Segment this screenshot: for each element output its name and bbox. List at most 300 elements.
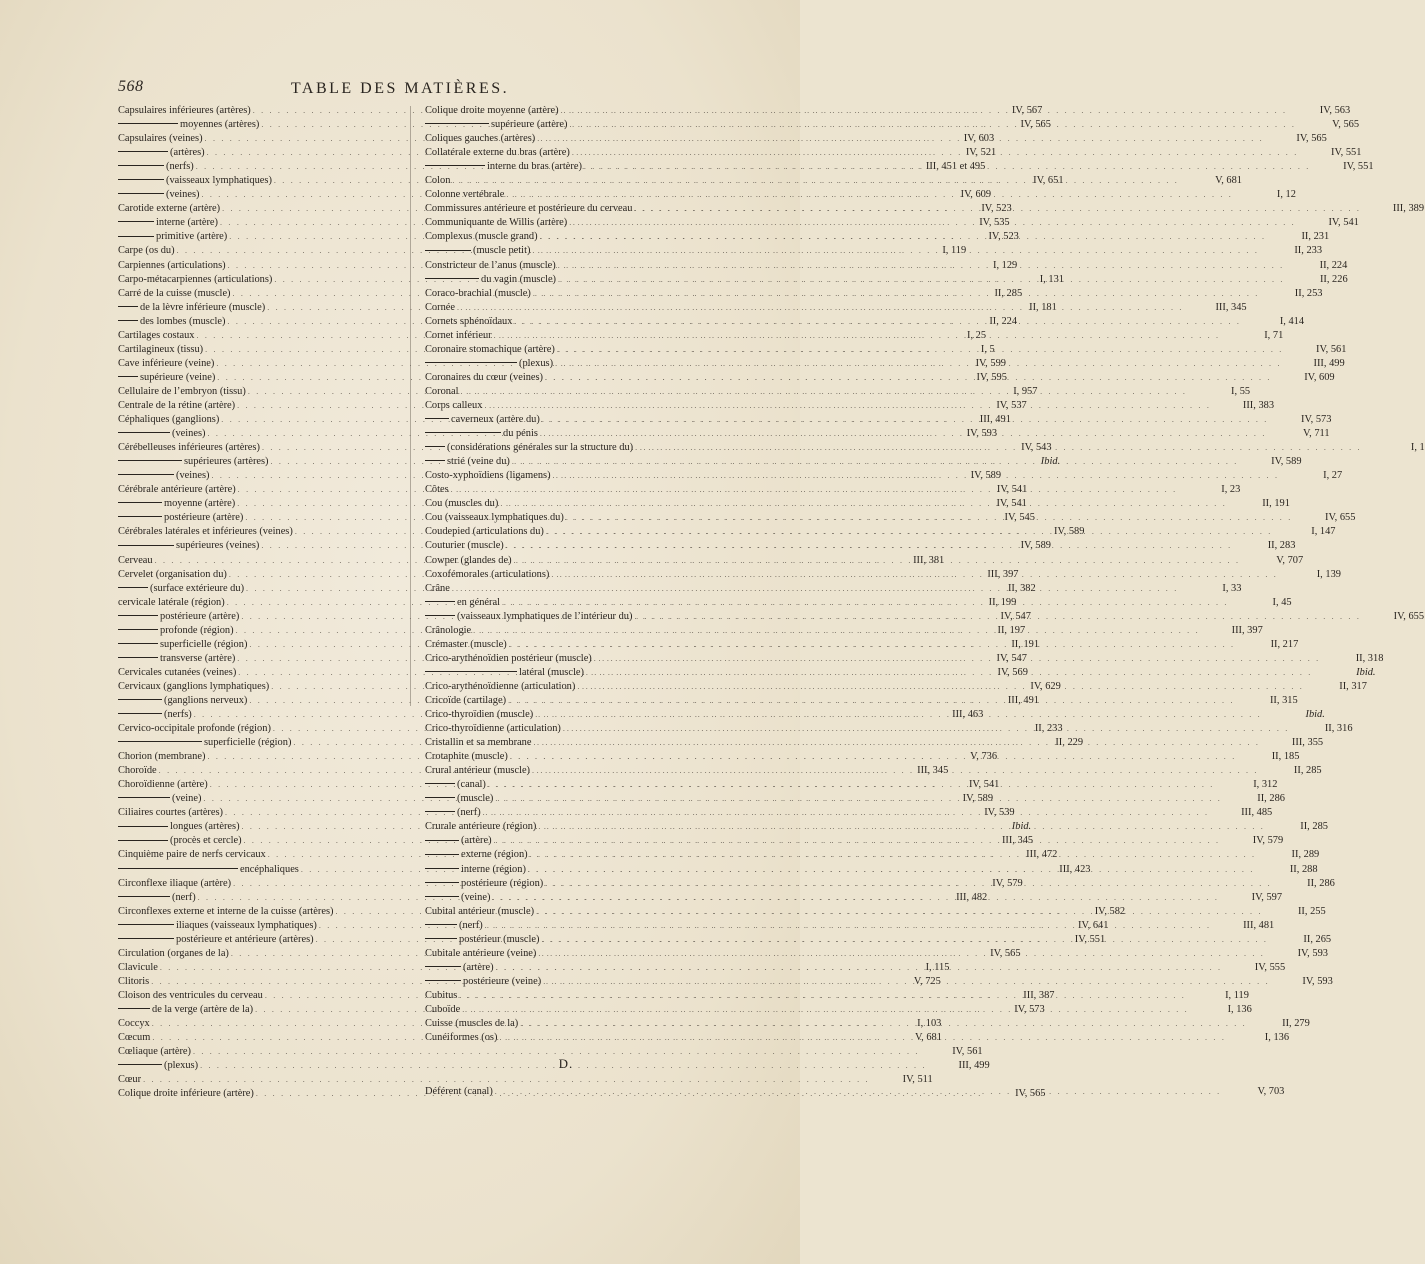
ditto-rule [118,797,170,798]
entry-text: (veine) [172,793,202,805]
entry-label [425,877,543,891]
entry-text: postérieure et antérieure (artères) [176,933,314,945]
entry-text: Coliques gauches (artères) [425,133,536,145]
entry-label [118,834,242,848]
entry-text: Cubitale antérieure (veine) [425,947,537,959]
entry-text: Cérébrale antérieure (artère) [118,484,236,496]
dot-leader [514,315,1241,329]
dot-leader [462,1003,1189,1017]
entry-reference: IV, 537 [996,399,1027,411]
dot-leader [634,202,1361,216]
entry-label [118,778,208,792]
entry-reference: II, 199 [988,596,1017,608]
dot-leader [538,820,1265,834]
entry-text: Cou (muscles du) [425,498,499,510]
ditto-rule [118,151,168,152]
entry-reference: III, 485 [1241,807,1273,819]
entry-reference: IV, 573 [1014,1004,1045,1015]
entry-label [118,820,240,834]
column-divider [410,106,411,706]
entry-text: Carré de la cuisse (muscle) [118,287,231,299]
entry-text: supérieure (artère) [491,119,568,131]
entry-reference: II, 233 [1034,723,1063,735]
entry-reference: III, 463 [952,709,984,721]
entry-label [118,792,201,806]
entry-text: Cuboïde [425,1004,461,1015]
entry-reference: IV, 551 [1343,161,1374,173]
entry-text: Carpiennes (articulations) [118,259,226,271]
entry-reference: II, 382 [1007,582,1036,594]
entry-label [118,399,235,413]
dot-leader [536,905,1263,919]
entry-label [118,427,205,441]
entry-label [118,708,192,722]
entry-label [118,132,203,146]
entry-text: Colique droite inférieure (artère) [118,1088,254,1100]
entry-reference: Ibid. [1305,709,1325,721]
dot-leader [553,469,1280,483]
entry-reference: II, 279 [1282,1018,1310,1030]
entry-label [425,160,582,174]
dot-leader [457,301,1184,315]
ditto-rule [425,446,445,447]
entry-reference: IV, 603 [963,133,995,145]
entry-reference: IV, 541 [968,779,1000,791]
entry-reference: Ibid. [1011,821,1032,833]
dot-leader [537,132,1264,146]
entry-label [425,118,567,132]
entry-text: (surface extérieure du) [150,582,245,594]
entry-text: strié (veine du) [447,456,510,468]
entry-text: du vagin (muscle) [481,273,557,285]
ditto-rule [118,615,158,616]
entry-text: Choroïdienne (artère) [118,779,208,791]
entry-reference: V, 681 [914,1032,942,1044]
entry-text: Céphaliques (ganglions) [118,414,220,426]
ditto-rule [425,362,517,363]
entry-text: Cartilages costaux [118,329,195,341]
entry-text: Cartilagineux (tissu) [118,343,204,355]
entry-label [425,596,500,610]
entry-label [425,104,559,118]
entry-reference: I, 119 [942,245,967,257]
ditto-rule [425,615,455,616]
entry-label [118,441,260,455]
dot-leader [502,596,1229,610]
entry-reference: IV, 535 [979,217,1010,229]
entry-label [425,554,512,568]
entry-label [425,399,482,413]
ditto-rule [425,671,517,672]
ditto-rule [118,320,138,321]
entry-reference: II, 224 [1319,259,1348,271]
entry-label [425,441,633,455]
entry-label [118,975,149,989]
dot-leader [494,834,1221,848]
dot-leader [563,722,1290,736]
entry-label [118,287,231,301]
entry-text: superficielle (région) [204,737,292,749]
entry-label [118,244,175,258]
entry-text: externe (région) [461,849,528,861]
entry-label [425,244,530,258]
entry-reference: II, 226 [1319,273,1348,285]
entry-text: de la lèvre inférieure (muscle) [140,301,266,313]
entry-reference: V, 736 [970,751,998,763]
entry-reference: IV, 565 [1020,119,1051,131]
dot-leader [484,399,1211,413]
entry-reference: IV, 555 [1254,961,1286,973]
entry-label [425,287,531,301]
entry-label [118,469,209,483]
entry-label [425,582,450,596]
entry-label [118,357,214,371]
entry-reference: II, 231 [1301,231,1330,243]
entry-label [425,1017,518,1031]
entry-label [118,610,239,624]
entry-text: Crémaster (muscle) [425,638,507,650]
entry-text: Cervico-occipitale profonde (région) [118,723,271,735]
entry-label [425,329,492,343]
entry-label [118,1045,191,1059]
entry-text: du pénis [503,428,538,440]
entry-reference: IV, 543 [1021,442,1052,454]
ditto-rule [118,179,164,180]
index-entry [118,1073,933,1087]
ditto-rule [425,460,445,461]
entry-reference: III, 345 [917,765,949,777]
entry-label [425,863,526,877]
entry-label [118,624,234,638]
entry-text: Cerveau [118,554,153,566]
entry-reference: III, 491 [1007,694,1039,706]
entry-text: Cunéiformes (os) [425,1032,498,1044]
entry-label [118,497,235,511]
entry-text: interne du bras (artère) [487,161,582,173]
entry-text: Crico-arythénoïdien postérieur (muscle) [425,652,592,664]
entry-text: Cowper (glandes de) [425,554,512,566]
entry-text: Déférent (canal) [425,1086,493,1098]
entry-reference: I, 103 [917,1018,942,1030]
entry-reference: II, 255 [1297,905,1326,917]
entry-reference: I, 71 [1264,329,1284,341]
ditto-rule [118,123,178,124]
entry-reference: IV, 597 [1251,891,1283,903]
entry-label [425,989,457,1003]
entry-text: (artère) [463,961,494,973]
entry-label [118,1017,150,1031]
entry-label [118,806,223,820]
ditto-rule [118,306,138,307]
entry-text: Constricteur de l’anus (muscle) [425,259,556,271]
entry-label [425,961,494,975]
entry-label [118,919,317,933]
entry-reference: I, 129 [992,259,1018,271]
ditto-rule [425,840,459,841]
entry-text: Circulation (organes de la) [118,947,229,959]
entry-text: Cristallin et sa membrane [425,737,532,749]
entry-label [118,385,246,399]
ditto-rule [425,924,457,925]
entry-text: Cloison des ventricules du cerveau [118,989,263,1001]
ditto-rule [118,840,168,841]
dot-leader [509,638,1236,652]
entry-text: Coronaires du cœur (veines) [425,371,544,383]
entry-label [425,891,490,905]
dot-leader [577,680,1304,694]
entry-reference: II, 288 [1289,863,1318,875]
entry-reference: I, 139 [1316,568,1341,580]
entry-reference: I, 312 [1253,779,1278,791]
ditto-rule [425,123,489,124]
entry-text: Clitoris [118,975,150,987]
entry-reference: IV, 541 [1328,217,1359,229]
entry-text: Cubitus [425,989,458,1001]
entry-reference: IV, 609 [960,189,992,201]
entry-text: Crânologie [425,624,472,636]
entry-reference: II, 253 [1294,287,1323,299]
ditto-rule [425,250,471,251]
entry-reference: II, 233 [1294,245,1323,257]
entry-text: Cellulaire de l’embryon (tissu) [118,385,246,397]
entry-text: Couturier (muscle) [425,540,504,552]
entry-label [425,1085,493,1099]
entry-reference: I, 55 [1231,385,1251,397]
entry-label [118,146,205,160]
dot-leader [500,497,1227,511]
entry-label [425,919,483,933]
ditto-rule [118,236,154,237]
entry-label [118,216,218,230]
dot-leader [569,216,1296,230]
entry-label [425,343,555,357]
dot-leader [485,919,1212,933]
entry-reference: IV, 651 [1033,175,1064,187]
ditto-rule [118,713,162,714]
entry-reference: IV, 573 [1301,414,1332,426]
entry-text: (plexus) [519,357,554,369]
entry-text: Communiquante de Willis (artère) [425,217,568,229]
entry-label [118,455,269,469]
ditto-rule [425,811,455,812]
dot-leader [488,778,1215,792]
entry-reference: IV, 563 [1319,105,1351,116]
entry-label [425,174,450,188]
entry-text: (nerfs) [166,161,194,173]
dot-leader [508,694,1235,708]
entry-text: Carpo-métacarpiennes (articulations) [118,273,273,285]
entry-text: Côtes [425,484,449,496]
entry-label [425,638,507,652]
dot-leader [584,160,1311,174]
dot-leader [492,891,1219,905]
entry-label [425,273,556,287]
entry-label [118,118,259,132]
entry-reference: IV, 523 [981,203,1012,215]
entry-text: Cervelet (organisation du) [118,568,227,580]
entry-reference: II, 181 [1029,301,1057,313]
dot-leader [530,848,1257,862]
entry-label [425,708,533,722]
dot-leader [551,568,1278,582]
entry-reference: I, 33 [1222,582,1242,594]
entry-label [425,792,493,806]
entry-reference: IV, 579 [1252,835,1284,847]
entry-reference: IV, 541 [996,484,1028,496]
entry-label [118,371,215,385]
entry-text: Centrale de la rétine (artère) [118,399,236,411]
ditto-rule [118,896,170,897]
entry-label [425,202,632,216]
entry-label [425,371,543,385]
entry-text: (vaisseaux lymphatiques) [166,175,272,187]
ditto-rule [118,221,154,222]
entry-text: supérieure (veine) [140,371,216,383]
entry-text: (artère) [461,835,492,847]
entry-reference: III, 499 [958,1060,990,1072]
entry-reference: I, 136 [1264,1032,1290,1044]
entry-label [425,357,553,371]
entry-text: Cornet inférieur [425,329,492,341]
entry-text: Crotaphite (muscle) [425,751,508,763]
entry-label [118,1003,253,1017]
entry-text: Cinquième paire de nerfs cervicaux [118,849,266,861]
entry-text: Complexus (muscle grand) [425,231,538,243]
entry-label [425,694,506,708]
entry-text: Capsulaires inférieures (artères) [118,105,251,116]
entry-reference: III, 499 [1313,357,1345,369]
entry-reference: IV, 589 [1054,526,1085,538]
entry-reference: III, 387 [1023,989,1055,1001]
entry-label [425,483,449,497]
dot-leader [494,329,1221,343]
ditto-rule [118,502,162,503]
entry-reference: IV, 565 [1015,1088,1046,1100]
dot-leader [542,413,1269,427]
page-number: 568 [118,78,144,95]
entry-reference: III, 481 [1243,919,1275,931]
entry-reference: II, 315 [1269,694,1298,706]
entry-text: iliaques (vaisseaux lymphatiques) [176,919,317,931]
entry-reference: IV, 593 [1302,975,1333,987]
entry-text: (nerf) [172,891,196,903]
dot-leader [495,1085,1222,1099]
entry-reference: Ibid. [1356,666,1376,678]
entry-label [118,1073,141,1087]
dot-leader [635,441,1362,455]
entry-reference: III, 345 [1001,835,1034,847]
entry-reference: IV, 589 [962,793,994,805]
entry-label [425,132,535,146]
entry-text: Cérébrales latérales et inférieures (veines) [118,526,293,538]
entry-reference: IV, 641 [1078,919,1109,931]
dot-leader [535,708,1262,722]
entry-text: Cérébelleuses inférieures (artères) [118,442,260,454]
entry-label [425,975,541,989]
ditto-rule [118,741,202,742]
entry-reference: IV, 511 [902,1074,933,1086]
entry-text: Crico-thyroïdien (muscle) [425,709,534,721]
entry-text: Carotide externe (artère) [118,203,221,215]
dot-leader [540,427,1267,441]
entry-label [425,469,551,483]
dot-leader [514,554,1241,568]
entry-text: moyennes (artères) [180,119,260,131]
dot-leader [542,933,1269,947]
dot-leader [460,385,1187,399]
entry-reference: IV, 551 [1074,933,1106,945]
entry-text: Cuisse (muscles de la) [425,1018,519,1030]
ditto-rule [118,1008,150,1009]
entry-reference: II, 185 [1271,751,1300,763]
entry-reference: I, 115 [925,961,950,973]
entry-reference: III, 389 [1392,203,1425,215]
entry-reference: II, 265 [1303,933,1332,945]
ditto-rule [118,657,158,658]
entry-reference: IV, 593 [1297,947,1328,959]
entry-text: Carpe (os du) [118,245,175,257]
dot-leader [555,357,1282,371]
entry-reference: IV, 545 [1004,512,1035,524]
dot-leader [545,877,1272,891]
entry-text: Coraco-brachial (muscle) [425,287,531,299]
entry-reference: IV, 561 [1316,343,1347,355]
entry-text: Clavicule [118,961,158,973]
entry-text: postérieure (veine) [463,975,542,987]
entry-text: Corps calleux [425,399,483,411]
dot-leader [499,1031,1226,1045]
entry-text: primitive (artère) [156,231,228,243]
entry-label [118,638,247,652]
entry-label [118,582,244,596]
entry-text: moyenne (artère) [164,498,236,510]
entry-reference: I, 131 [1039,273,1064,285]
entry-label [118,539,259,553]
entry-label [118,259,226,273]
entry-reference: IV, 567 [1011,105,1043,116]
entry-reference: V, 711 [1302,428,1330,440]
entry-reference: IV, 582 [1094,905,1126,917]
dot-leader [561,104,1288,118]
entry-label [118,554,153,568]
entry-reference: I, 25 [967,329,987,341]
entry-label [118,525,293,539]
entry-text: cervicale latérale (région) [118,596,225,608]
ditto-rule [118,629,158,630]
section-letter-d: D. [558,1056,574,1072]
entry-label [425,230,538,244]
entry-reference: IV, 655 [1393,610,1425,622]
dot-leader [586,666,1313,680]
entry-reference: III, 345 [1215,301,1247,313]
entry-reference: III, 472 [1026,849,1058,861]
entry-label [118,863,299,877]
entry-reference: IV, 629 [1030,680,1061,692]
ditto-rule [118,432,170,433]
ditto-rule [425,938,457,939]
index-entry [118,1045,983,1059]
entry-reference: III, 451 et 495 [925,161,986,173]
entry-reference: IV, 599 [975,357,1006,369]
ditto-rule [118,938,174,939]
entry-label [118,568,227,582]
dot-leader [569,118,1296,132]
entry-label [118,891,196,905]
entry-reference: II, 285 [1300,821,1328,833]
entry-label [118,188,199,202]
entry-text: Colon [425,175,451,187]
entry-text: (veines) [176,470,210,482]
